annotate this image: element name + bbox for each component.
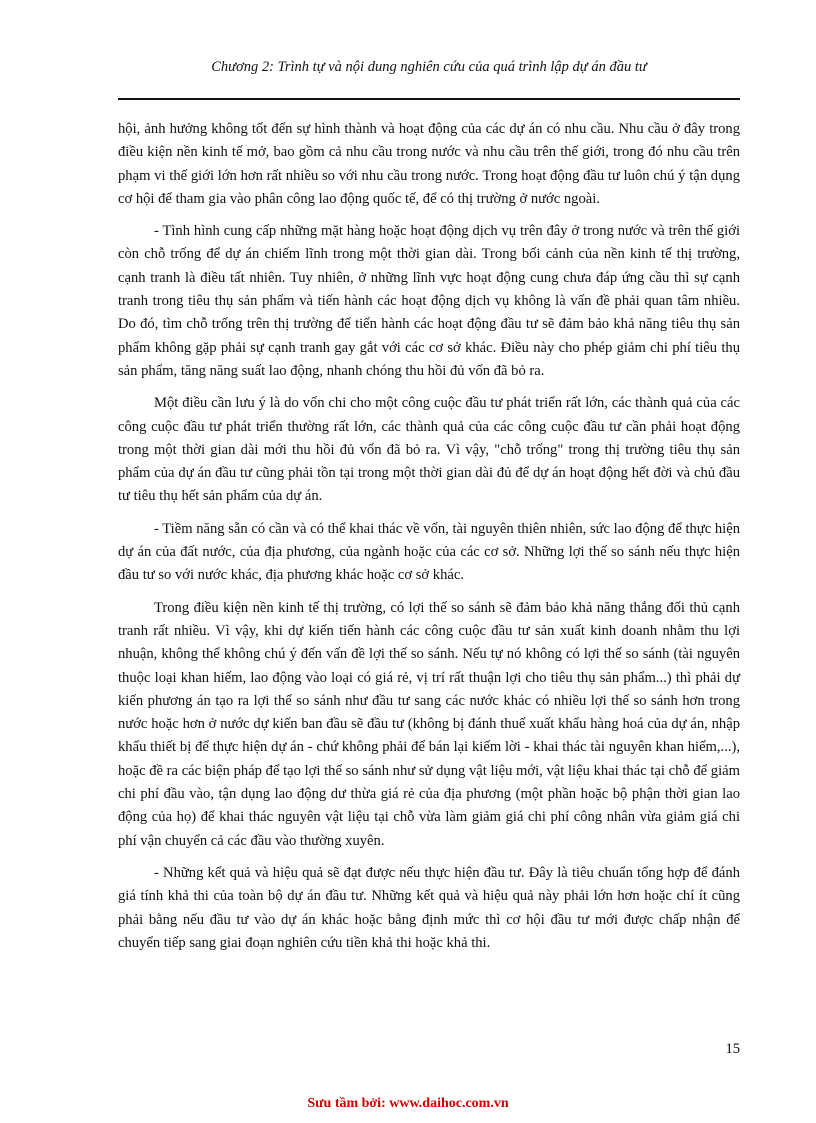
paragraph-3: Một điều cần lưu ý là do vốn chi cho một công cuộc đầu tư phát triển rất lớn, các thành quả của các công cuộc đầu tư phát triển thường rất lớn, các thành quả của các công cuộc đầu tư cần phải hoạt động trong một thời gian dài mới thu hồi đủ vốn đã bỏ ra. Vì vậy, "chỗ trống" trong thị trường tiêu thụ sản phẩm của dự án đầu tư cũng phải tồn tại trong một thời gian dài đủ để dự án hoạt động hết đời và chủ đầu tư tiêu thụ hết sản phẩm của dự án. (118, 395, 740, 505)
footer-label: Sưu tầm bởi: (307, 1096, 390, 1111)
paragraph-2: - Tình hình cung cấp những mặt hàng hoặc hoạt động dịch vụ trên đây ở trong nước và trên thế giới còn chỗ trống để dự án chiếm lĩnh trong một thời gian dài. Trong bối cảnh của nền kinh tế thị trường, cạnh tranh là điều tất nhiên. Tuy nhiên, ở những lĩnh vực hoạt động cung chưa đáp ứng cầu thì sự cạnh tranh trong tiêu thụ sản phẩm và tiến hành các hoạt động dịch vụ không là vấn đề phải quan tâm nhiều. Do đó, tìm chỗ trống trên thị trường để tiến hành các hoạt động đầu tư sẽ đảm bảo khả năng tiêu thụ sản phẩm không gặp phải sự cạnh tranh gay gắt với các cơ sở khác. Điều này cho phép giảm chi phí tiêu thụ sản phẩm, tăng năng suất lao động, nhanh chóng thu hồi đủ vốn đã bỏ ra. (118, 223, 740, 379)
page-number: 15 (725, 1041, 740, 1057)
paragraph-4: - Tiềm năng sẵn có cần và có thể khai thác về vốn, tài nguyên thiên nhiên, sức lao động để thực hiện dự án của đất nước, của địa phương, của ngành hoặc của các cơ sở. Những lợi thế so sánh nếu thực hiện đầu tư so với nước khác, địa phương khác hoặc cơ sở khác. (118, 520, 740, 584)
paragraph-5: Trong điều kiện nền kinh tế thị trường, có lợi thế so sánh sẽ đảm bảo khả năng thắng đối thủ cạnh tranh rất nhiều. Vì vậy, khi dự kiến tiến hành các công cuộc đầu tư sản xuất kinh doanh nhằm thu lợi nhuận, không thể không chú ý đến vấn đề lợi thế so sánh. Nếu tự nó không có lợi thế so sánh (tài nguyên thuộc loại khan hiếm, lao động vào loại có giá rẻ, vị trí rất thuận lợi cho tiêu thụ sản phẩm...) thì phải dự kiến phương án tạo ra lợi thế so sánh như đầu tư sang các nước khác có nhiều lợi thế so sánh hơn trong nước hoặc hơn ở nước dự kiến ban đầu sẽ đầu tư (không bị đánh thuế xuất khẩu hàng hoá của dự án, nhập khẩu thiết bị để thực hiện dự án - chứ không phải để bán lại kiếm lời - khai thác tài nguyên khan hiếm,...), hoặc đề ra các biện pháp để tạo lợi thế so sánh như sử dụng vật liệu mới, vật liệu khai thác tại chỗ để giảm chi phí đầu vào, tận dụng lao động dư thừa giá rẻ của địa phương (một phần hoặc bộ phận thời gian lao động của họ) để khai thác nguyên vật liệu tại chỗ vừa làm giảm giá chi phí công nhân vừa giảm giá chi phí vận chuyển cả các đầu vào thường xuyên. (118, 599, 740, 849)
body-text (118, 118, 740, 964)
footer-credit (0, 1096, 816, 1112)
paragraph-1: hội, ảnh hưởng không tốt đến sự hình thành và hoạt động của các dự án có nhu cầu. Nhu cầu ở đây trong điều kiện nền kinh tế mở, bao gồm cả nhu cầu trong nước và nhu cầu trên thế giới, trong đó nhu cầu trên phạm vi thế giới lớn hơn rất nhiều so với nhu cầu trong nước. Trong hoạt động đầu tư luôn chú ý tận dụng cơ hội để tham gia vào phân công lao động quốc tế, để có thị trường ở nước ngoài. (118, 121, 740, 207)
header-rule (118, 98, 740, 100)
running-header: Chương 2: Trình tự và nội dung nghiên cứu của quá trình lập dự án đầu tư (211, 59, 647, 75)
paragraph-6: - Những kết quả và hiệu quả sẽ đạt được nếu thực hiện đầu tư. Đây là tiêu chuẩn tổng hợp để đánh giá tính khả thi của toàn bộ dự án đầu tư. Những kết quả và hiệu quả này phải lớn hơn hoặc chí ít cũng phải bằng nếu đầu tư vào dự án khác hoặc bằng định mức thì cơ hội đầu tư mới được chấp nhận để chuyển tiếp sang giai đoạn nghiên cứu tiền khả thi hoặc khả thi. (118, 864, 740, 951)
footer-site-link[interactable]: www.daihoc.com.vn (389, 1096, 509, 1111)
